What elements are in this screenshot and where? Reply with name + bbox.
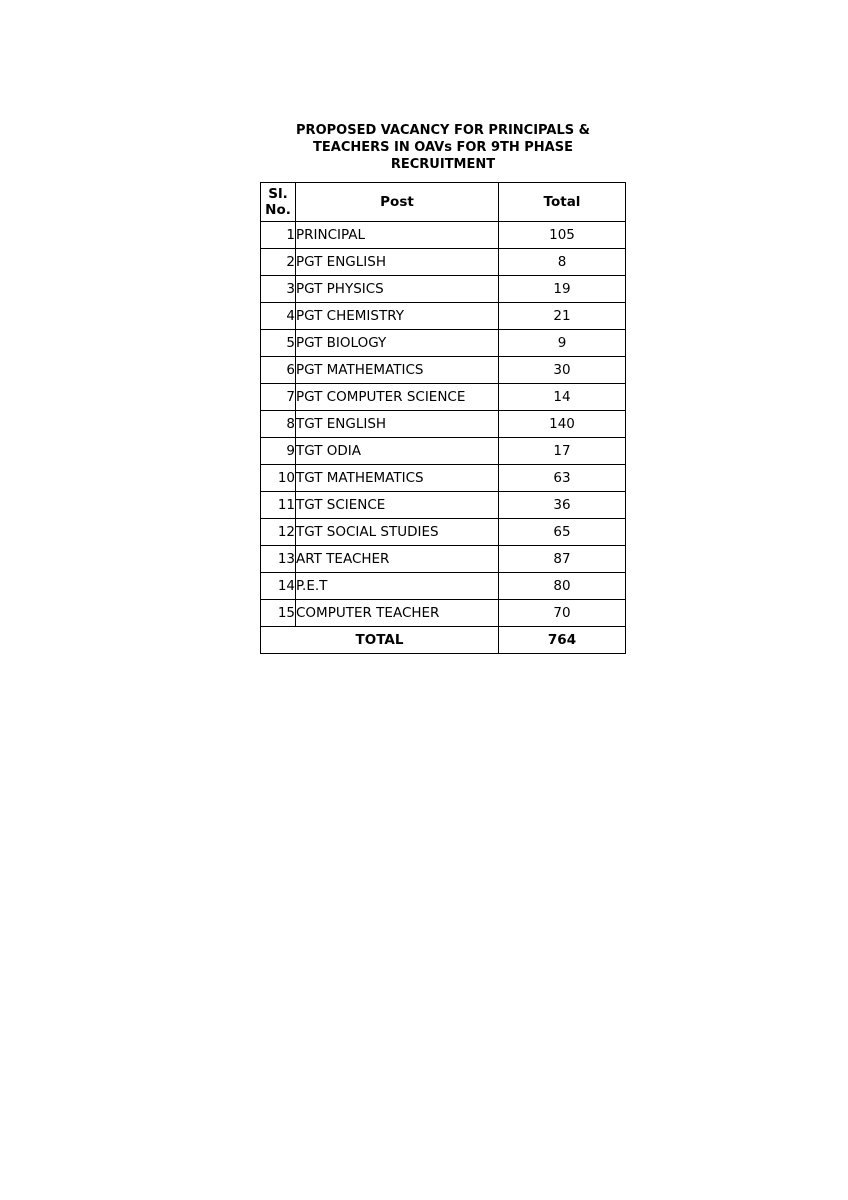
table-row [261, 330, 626, 357]
table-row [261, 600, 626, 627]
cell-sl-no: 2 [261, 249, 296, 276]
table-row [261, 222, 626, 249]
total-value: 764 [499, 627, 626, 654]
cell-sl-no: 3 [261, 276, 296, 303]
cell-sl-no: 1 [261, 222, 296, 249]
cell-post: TGT MATHEMATICS [296, 465, 499, 492]
table-header-row [261, 183, 626, 222]
cell-post: TGT ODIA [296, 438, 499, 465]
table-row [261, 411, 626, 438]
header-sl-line1: Sl. [268, 186, 288, 202]
cell-post: PGT CHEMISTRY [296, 303, 499, 330]
cell-sl-no: 9 [261, 438, 296, 465]
table-row [261, 384, 626, 411]
cell-total: 80 [499, 573, 626, 600]
table-row [261, 276, 626, 303]
cell-total: 36 [499, 492, 626, 519]
cell-total: 140 [499, 411, 626, 438]
cell-total: 19 [499, 276, 626, 303]
cell-post: P.E.T [296, 573, 499, 600]
cell-post: PGT BIOLOGY [296, 330, 499, 357]
cell-sl-no: 5 [261, 330, 296, 357]
cell-sl-no: 4 [261, 303, 296, 330]
vacancy-table [260, 182, 626, 654]
table-row [261, 303, 626, 330]
cell-post: ART TEACHER [296, 546, 499, 573]
title-line-2: TEACHERS IN OAVs FOR 9TH PHASE [313, 140, 573, 155]
title-line-3: RECRUITMENT [390, 157, 496, 172]
cell-post: PGT MATHEMATICS [296, 357, 499, 384]
cell-total: 8 [499, 249, 626, 276]
cell-post: PGT COMPUTER SCIENCE [296, 384, 499, 411]
cell-total: 21 [499, 303, 626, 330]
table-row [261, 492, 626, 519]
cell-total: 70 [499, 600, 626, 627]
table-row [261, 357, 626, 384]
cell-sl-no: 7 [261, 384, 296, 411]
cell-sl-no: 14 [261, 573, 296, 600]
cell-post: PGT ENGLISH [296, 249, 499, 276]
cell-sl-no: 15 [261, 600, 296, 627]
cell-sl-no: 13 [261, 546, 296, 573]
cell-total: 17 [499, 438, 626, 465]
cell-sl-no: 12 [261, 519, 296, 546]
header-total: Total [499, 183, 626, 222]
cell-total: 9 [499, 330, 626, 357]
cell-total: 63 [499, 465, 626, 492]
cell-post: COMPUTER TEACHER [296, 600, 499, 627]
cell-post: PRINCIPAL [296, 222, 499, 249]
cell-post: TGT SCIENCE [296, 492, 499, 519]
cell-sl-no: 11 [261, 492, 296, 519]
cell-total: 87 [499, 546, 626, 573]
cell-post: TGT SOCIAL STUDIES [296, 519, 499, 546]
table-row [261, 249, 626, 276]
cell-total: 105 [499, 222, 626, 249]
header-sl-no [261, 183, 296, 222]
cell-total: 14 [499, 384, 626, 411]
cell-total: 30 [499, 357, 626, 384]
table-row [261, 519, 626, 546]
cell-total: 65 [499, 519, 626, 546]
page-title [262, 122, 624, 173]
table-row [261, 546, 626, 573]
cell-sl-no: 6 [261, 357, 296, 384]
cell-post: PGT PHYSICS [296, 276, 499, 303]
total-label: TOTAL [261, 627, 499, 654]
table-row [261, 465, 626, 492]
cell-sl-no: 10 [261, 465, 296, 492]
header-sl-line2: No. [265, 202, 291, 218]
table-total-row [261, 627, 626, 654]
cell-sl-no: 8 [261, 411, 296, 438]
table-row [261, 438, 626, 465]
table-row [261, 573, 626, 600]
cell-post: TGT ENGLISH [296, 411, 499, 438]
header-post: Post [296, 183, 499, 222]
title-line-1: PROPOSED VACANCY FOR PRINCIPALS & [296, 123, 590, 138]
